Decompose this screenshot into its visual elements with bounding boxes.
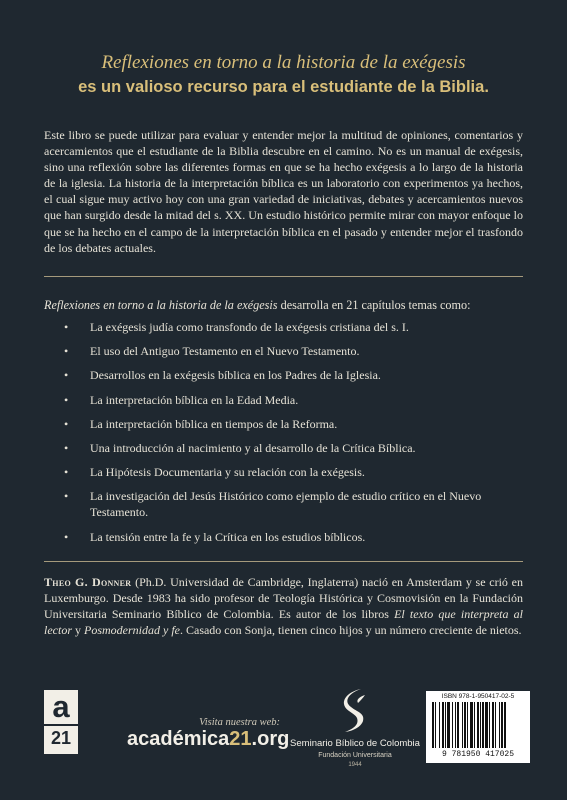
barcode-bar <box>480 702 481 748</box>
publisher-logo <box>44 690 78 754</box>
seminary-name: Seminario Bíblico de Colombia <box>290 738 420 749</box>
seminary-subtitle: Fundación Universitaria <box>318 752 392 759</box>
site-suffix: .org <box>251 728 290 750</box>
divider-bottom <box>44 561 523 562</box>
barcode-bar <box>485 702 488 748</box>
author-book-2: Posmodernidad y fe <box>84 623 180 638</box>
barcode-bar <box>464 702 466 748</box>
isbn-barcode <box>426 691 530 763</box>
barcode-bar <box>492 702 494 748</box>
topics-list <box>64 319 524 553</box>
barcode-bar <box>489 702 490 748</box>
barcode-bar <box>447 702 450 748</box>
barcode-bar <box>504 702 506 748</box>
publisher-website <box>127 728 290 751</box>
book-description: Este libro se puede utilizar para evaluar y entender mejor la multitud de opiniones, comentarios y acercamientos que el estudiante de la Biblia descubre en el camino. No es un manual de exégesis, sino una reflexión sobre las diferentes formas en que se ha hecho exégesis a lo largo de la historia de la iglesia. La historia de la interpretación bíblica es un laboratorio con experimentos ya hechos, el cual sigue muy activo hoy con una gran variedad de iniciativas, debates y acercamientos nuevos que han surgido desde la mitad del s. XX. Un estudio histórico permite mirar con mayor enfoque lo que se ha hecho en el campo de la interpretación bíblica en el pasado y entender mejor el trasfondo de los debates actuales. <box>44 128 523 255</box>
author-bio-part-3: . Casado con Sonja, tienen cinco hijos y un número creciente de nietos. <box>179 623 522 638</box>
list-item: • La tensión entre la fe y la Crítica en los estudios bíblicos. <box>64 529 524 545</box>
barcode-bar <box>435 702 436 748</box>
list-item: • Una introducción al nacimiento y al desarrollo de la Crítica Bíblica. <box>64 440 524 456</box>
author-bio-part-2: y <box>72 623 84 638</box>
barcode-bar <box>462 702 463 748</box>
topics-intro-text: desarrolla en 21 capítulos temas como: <box>277 298 471 312</box>
barcode-bar <box>482 702 484 748</box>
list-item: • La interpretación bíblica en tiempos de la Reforma. <box>64 416 524 432</box>
list-item: • La exégesis judía como transfondo de la exégesis cristiana del s. I. <box>64 319 524 335</box>
site-number: 21 <box>229 728 252 750</box>
headline-tagline: es un valioso recurso para el estudiante de la Biblia. <box>78 78 489 96</box>
list-item: • La Hipótesis Documentaria y su relación con la exégesis. <box>64 464 524 480</box>
barcode-bar <box>477 702 479 748</box>
headline-book-title: Reflexiones en torno a la historia de la exégesis <box>101 52 466 73</box>
barcode-bar <box>495 702 496 748</box>
site-prefix: académica <box>127 728 230 750</box>
topics-intro <box>44 297 523 313</box>
barcode-bar <box>499 702 500 748</box>
seminary-logo-icon <box>335 687 375 735</box>
seminary-year: 1944 <box>348 762 362 768</box>
author-bio-part-1: (Ph.D. Universidad de Cambridge, Inglaterra) nació en Amsterdam y se crió en Luxemburgo. Desde 1983 ha sido profesor de Teología Histórica y Cosmovisión en la Fundación Universitaria Seminario Bíblico de Colombia. Es autor de los libros <box>44 575 523 622</box>
list-item: • Desarrollos en la exégesis bíblica en los Padres de la Iglesia. <box>64 367 524 383</box>
barcode-bar <box>501 702 503 748</box>
list-item: • La investigación del Jesús Histórico como ejemplo de estudio crítico en el Nuevo Testamento. <box>64 488 524 520</box>
author-name: Theo G. Donner <box>44 575 132 589</box>
barcode-digits: 9 781950 417025 <box>441 750 514 759</box>
barcode-bar <box>439 702 440 748</box>
barcode-bar <box>474 702 475 748</box>
divider-top <box>44 276 523 277</box>
barcode-bar <box>470 702 473 748</box>
author-book-1: El texto que interpreta al lector <box>44 607 523 638</box>
barcode-bar <box>432 702 434 748</box>
publisher-logo-number: 21 <box>44 724 78 750</box>
visit-label: Visita nuestra web: <box>199 717 280 728</box>
topics-intro-book-title: Reflexiones en torno a la historia de la exégesis <box>44 298 278 312</box>
isbn-number: ISBN 978-1-950417-02-5 <box>441 693 515 700</box>
list-item: • La interpretación bíblica en la Edad Media. <box>64 392 524 408</box>
barcode-bar <box>452 702 453 748</box>
barcode-bar <box>467 702 468 748</box>
barcode-bars <box>432 702 524 748</box>
barcode-bar <box>442 702 444 748</box>
list-item: • El uso del Antiguo Testamento en el Nuevo Testamento. <box>64 343 524 359</box>
barcode-bar <box>455 702 456 748</box>
barcode-bar <box>445 702 446 748</box>
publisher-logo-letter: a <box>52 689 70 724</box>
author-bio <box>44 574 523 638</box>
barcode-bar <box>457 702 459 748</box>
